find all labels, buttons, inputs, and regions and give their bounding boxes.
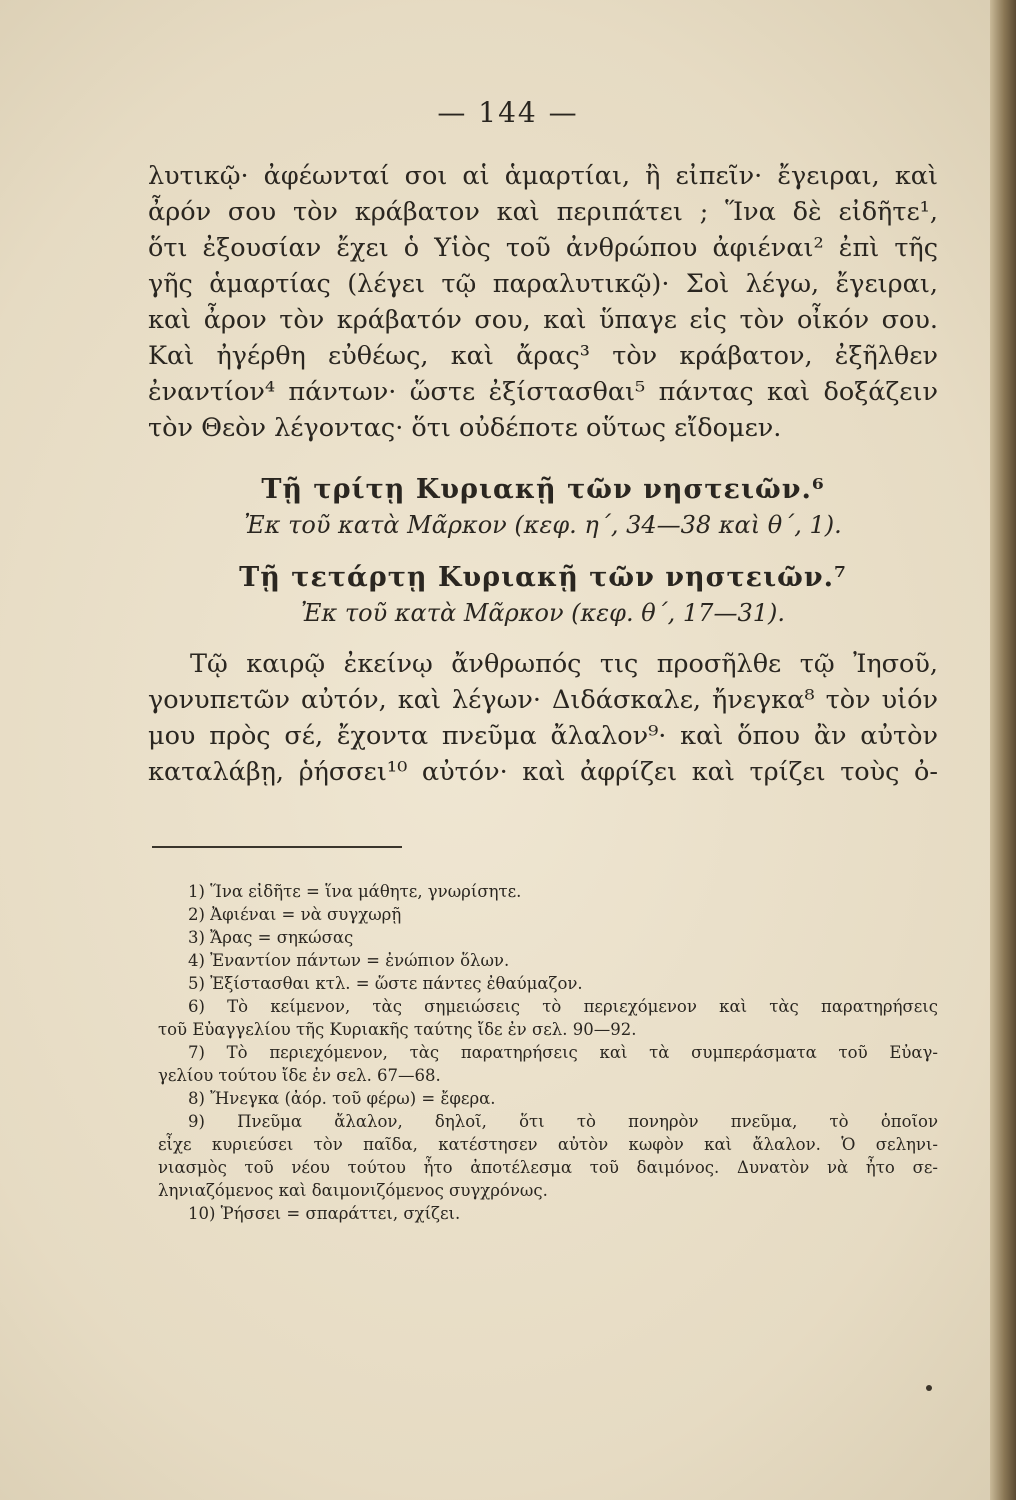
footnote bbox=[158, 903, 938, 926]
text-line: ἐναντίον⁴ πάντων· ὥστε ἐξίστασθαι⁵ πάντας καὶ δοξάζειν bbox=[148, 377, 938, 407]
footnote-line: γελίου τούτου ἴδε ἐν σελ. 67—68. bbox=[158, 1066, 441, 1085]
footnotes bbox=[158, 880, 938, 1225]
footnote-line: 1) Ἵνα εἰδῆτε = ἵνα μάθητε, γνωρίσητε. bbox=[188, 882, 522, 901]
footnote-line: νιασμὸς τοῦ νέου τούτου ἦτο ἀποτέλεσμα τοῦ δαιμόνος. Δυνατὸν νὰ ἦτο σε- bbox=[158, 1158, 938, 1177]
section-heading-third-sunday: Τῇ τρίτῃ Κυριακῇ τῶν νηστειῶν.⁶ bbox=[261, 474, 825, 505]
page-number: — 144 — bbox=[437, 96, 579, 129]
paragraph-2 bbox=[148, 646, 938, 790]
footnote-line: 3) Ἄρας = σηκώσας bbox=[188, 928, 354, 947]
footnote-line: εἶχε κυριεύσει τὸν παῖδα, κατέστησεν αὐτὸν κωφὸν καὶ ἄλαλον. Ὁ σεληνι- bbox=[158, 1135, 938, 1154]
footnote bbox=[158, 880, 938, 903]
footnote bbox=[158, 1041, 938, 1087]
text-line: ἆρόν σου τὸν κράβατον καὶ περιπάτει ; Ἵνα δὲ εἰδῆτε¹, bbox=[148, 197, 938, 227]
footnote-line: 2) Ἀφιέναι = νὰ συγχωρῇ bbox=[188, 905, 402, 924]
footnote-line: 9) Πνεῦμα ἄλαλον, δηλοῖ, ὅτι τὸ πονηρὸν πνεῦμα, τὸ ὁποῖον bbox=[188, 1112, 938, 1131]
text-line: γονυπετῶν αὐτόν, καὶ λέγων· Διδάσκαλε, ἤνεγκα⁸ τὸν υἱόν bbox=[148, 685, 938, 715]
text-line: λυτικῷ· ἀφέωνταί σοι αἱ ἁμαρτίαι, ἢ εἰπεῖν· ἔγειραι, καὶ bbox=[148, 161, 938, 191]
footnote bbox=[158, 972, 938, 995]
footnote bbox=[158, 949, 938, 972]
footnote-separator bbox=[152, 846, 402, 848]
section-subheading-reference: Ἐκ τοῦ κατὰ Μᾶρκον (κεφ. η΄, 34—38 καὶ θ΄, 1). bbox=[244, 511, 842, 539]
footnote-line: 10) Ῥήσσει = σπαράττει, σχίζει. bbox=[188, 1204, 461, 1223]
ink-speck bbox=[926, 1385, 932, 1391]
text-line: Καὶ ἠγέρθη εὐθέως, καὶ ἄρας³ τὸν κράβατον, ἐξῆλθεν bbox=[148, 341, 938, 371]
footnote-line: 4) Ἐναντίον πάντων = ἐνώπιον ὅλων. bbox=[188, 951, 510, 970]
text-line: γῆς ἁμαρτίας (λέγει τῷ παραλυτικῷ)· Σοὶ λέγω, ἔγειραι, bbox=[148, 269, 938, 299]
footnote bbox=[158, 1202, 938, 1225]
footnote-line: 5) Ἐξίστασθαι κτλ. = ὥστε πάντες ἐθαύμαζον. bbox=[188, 974, 583, 993]
footnote bbox=[158, 1087, 938, 1110]
footnote-line: τοῦ Εὐαγγελίου τῆς Κυριακῆς ταύτης ἴδε ἐν σελ. 90—92. bbox=[158, 1020, 637, 1039]
text-line: μου πρὸς σέ, ἔχοντα πνεῦμα ἄλαλον⁹· καὶ ὅπου ἂν αὐτὸν bbox=[148, 721, 938, 751]
footnote-line: ληνιαζόμενος καὶ δαιμονιζόμενος συγχρόνως. bbox=[158, 1181, 548, 1200]
footnote-line: 6) Τὸ κείμενον, τὰς σημειώσεις τὸ περιεχόμενον καὶ τὰς παρατηρήσεις bbox=[188, 997, 938, 1016]
footnote bbox=[158, 1110, 938, 1202]
main-text bbox=[148, 158, 938, 790]
text-line: Τῷ καιρῷ ἐκείνῳ ἄνθρωπός τις προσῆλθε τῷ Ἰησοῦ, bbox=[190, 649, 938, 679]
section-subheading-reference: Ἐκ τοῦ κατὰ Μᾶρκον (κεφ. θ΄, 17—31). bbox=[301, 599, 785, 627]
section-heading-fourth-sunday: Τῇ τετάρτῃ Κυριακῇ τῶν νηστειῶν.⁷ bbox=[239, 562, 847, 593]
footnote bbox=[158, 995, 938, 1041]
footnote-line: 7) Τὸ περιεχόμενον, τὰς παρατηρήσεις καὶ τὰ συμπεράσματα τοῦ Εὐαγ- bbox=[188, 1043, 938, 1062]
footnote-line: 8) Ἤνεγκα (ἀόρ. τοῦ φέρω) = ἔφερα. bbox=[188, 1089, 496, 1108]
book-spine-edge bbox=[990, 0, 1016, 1500]
footnote bbox=[158, 926, 938, 949]
text-line: τὸν Θεὸν λέγοντας· ὅτι οὐδέποτε οὕτως εἴδομεν. bbox=[148, 413, 782, 443]
paragraph-1 bbox=[148, 158, 938, 446]
text-line: ὅτι ἐξουσίαν ἔχει ὁ Υἱὸς τοῦ ἀνθρώπου ἀφιέναι² ἐπὶ τῆς bbox=[148, 233, 938, 263]
text-line: καὶ ἆρον τὸν κράβατόν σου, καὶ ὕπαγε εἰς τὸν οἶκόν σου. bbox=[148, 305, 938, 335]
text-line: καταλάβῃ, ῥήσσει¹⁰ αὐτόν· καὶ ἀφρίζει καὶ τρίζει τοὺς ὀ- bbox=[148, 757, 938, 787]
